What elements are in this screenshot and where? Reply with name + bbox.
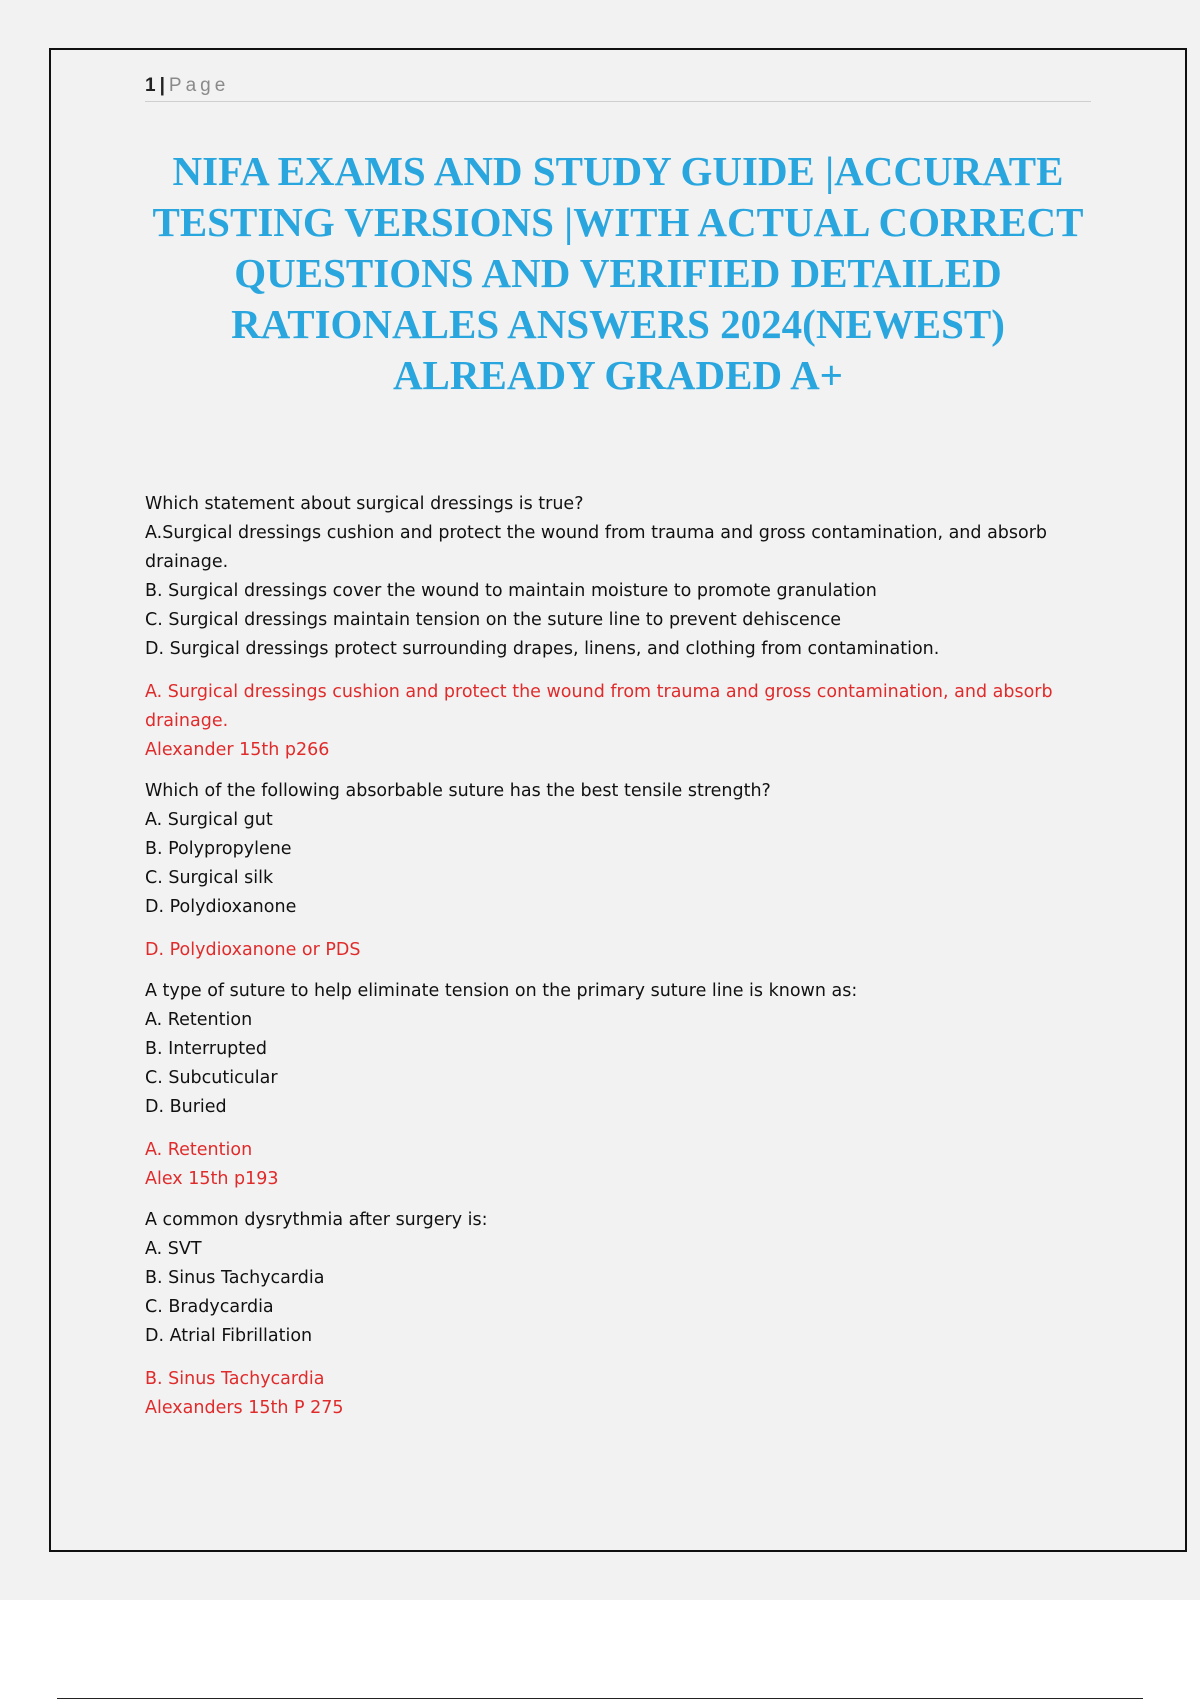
question-block: [145, 490, 1091, 664]
page-separator: |: [159, 75, 165, 96]
question-text: Which of the following absorbable suture has the best tensile strength?: [145, 781, 771, 801]
answer-text: B. Sinus Tachycardia: [145, 1369, 325, 1389]
option-b: B. Surgical dressings cover the wound to maintain moisture to promote granulation: [145, 581, 877, 601]
answer-text: D. Polydioxanone or PDS: [145, 940, 361, 960]
answer-block: [145, 678, 1091, 765]
option-b: B. Interrupted: [145, 1039, 268, 1059]
option-b: B. Sinus Tachycardia: [145, 1268, 325, 1288]
question-block: [145, 1206, 1091, 1351]
option-c: C. Surgical dressings maintain tension on the suture line to prevent dehiscence: [145, 610, 842, 630]
question-block: [145, 977, 1091, 1122]
option-a: A. SVT: [145, 1239, 202, 1259]
option-a: A. Retention: [145, 1010, 253, 1030]
question-text: A type of suture to help eliminate tension on the primary suture line is known as:: [145, 981, 858, 1001]
answer-block: [145, 1136, 1091, 1194]
bottom-divider: [57, 1698, 1143, 1699]
answer-block: [145, 936, 1091, 965]
answer-text: A. Surgical dressings cushion and protect the wound from trauma and gross contamination, and absorb drainage.: [145, 682, 1053, 731]
option-d: D. Polydioxanone: [145, 897, 297, 917]
option-c: C. Bradycardia: [145, 1297, 274, 1317]
option-a: A.Surgical dressings cushion and protect the wound from trauma and gross contamination, and absorb drainage.: [145, 523, 1048, 572]
option-c: C. Subcuticular: [145, 1068, 278, 1088]
document-title: NIFA EXAMS AND STUDY GUIDE |ACCURATE TESTING VERSIONS |WITH ACTUAL CORRECT QUESTIONS AND VERIFIED DETAILED RATIONALES ANSWERS 2024(NEWEST) ALREADY GRADED A+: [152, 148, 1084, 398]
answer-block: [145, 1365, 1091, 1423]
question-block: [145, 777, 1091, 922]
question-text: Which statement about surgical dressings is true?: [145, 494, 584, 514]
option-a: A. Surgical gut: [145, 810, 273, 830]
answer-reference: Alexanders 15th P 275: [145, 1398, 344, 1418]
option-d: D. Surgical dressings protect surrounding drapes, linens, and clothing from contamination.: [145, 639, 940, 659]
option-c: C. Surgical silk: [145, 868, 274, 888]
page-header: [145, 72, 1091, 102]
option-d: D. Atrial Fibrillation: [145, 1326, 313, 1346]
option-d: D. Buried: [145, 1097, 227, 1117]
question-text: A common dysrythmia after surgery is:: [145, 1210, 488, 1230]
page-label: Page: [168, 75, 230, 96]
option-b: B. Polypropylene: [145, 839, 292, 859]
questions-list: [145, 490, 1091, 1435]
answer-reference: Alexander 15th p266: [145, 740, 330, 760]
page-number: 1: [145, 75, 156, 96]
answer-reference: Alex 15th p193: [145, 1169, 279, 1189]
answer-text: A. Retention: [145, 1140, 253, 1160]
